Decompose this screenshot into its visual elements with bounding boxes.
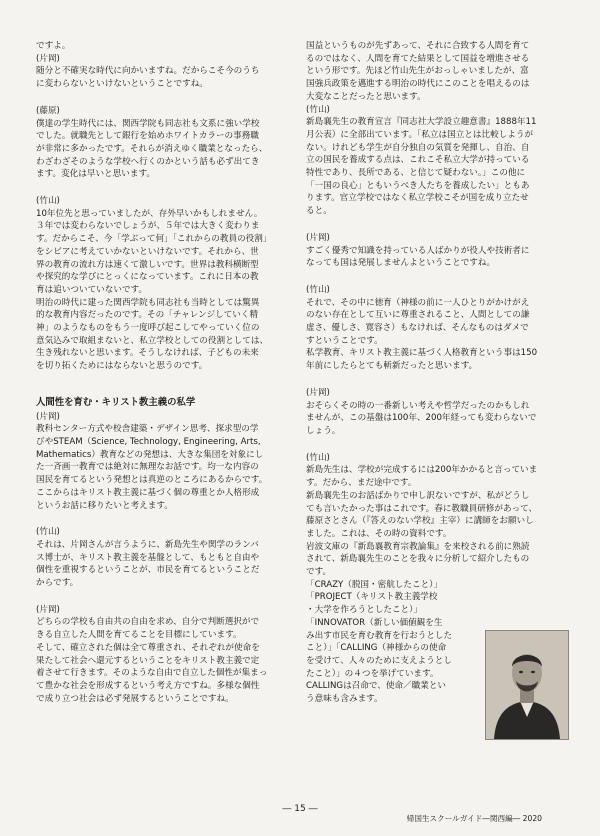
dialogue-text: それは、片岡さんが言うように、新島先生や関学のランバ ス博士が、キリスト教主義を基盤として、もともと自由や 個性を重視するということが、市民を育てるということだ からです。 <box>36 539 260 589</box>
dialogue-block <box>306 284 566 373</box>
speaker-label: (片岡) <box>36 411 60 422</box>
speaker-label: (竹山) <box>306 104 330 115</box>
page-number: ― 15 ― <box>282 804 318 814</box>
dialogue-block <box>306 387 566 438</box>
speaker-label: (竹山) <box>306 284 330 295</box>
dialogue-text: 「CRAZY（脱国・密航したこと）」 「PROJECT（キリスト教主義学校 ・大学を作ろうとしたこと）」 「INNOVATOR（新しい価値観を生 み出す市民を育む教育を行おうとした こと）」「CALLING（神様からの使命 を受けて、人々のために支えようとし たこと）」の４つを挙げています。 CALLINGは召命で、使命／職業とい う意味も含みます。 <box>306 579 453 705</box>
dialogue-block <box>36 604 292 706</box>
left-column <box>36 40 292 719</box>
dialogue-text: おそらくその時の一番新しい考えや哲学だったのかもしれ ませんが、この基盤は100年、200年経っても変わらないで しょう。 <box>306 400 537 436</box>
dialogue-text: 随分と不確実な時代に向かいますね。だからこそ今のうち に変わらないといけないということですね。 <box>36 66 260 90</box>
publication-title: 帰国生スクールガイド―関西編― 2020 <box>406 814 542 823</box>
dialogue-block <box>36 53 292 91</box>
speaker-label: (片岡) <box>306 387 330 398</box>
dialogue-text: 10年位先と思っていましたが、存外早いかもしれません。 ３年では変わらないでしょうが、５年では大きく変わりま す。だからこそ、今「学ぶって何」「これからの教員の役割」 をシビアに考えていかないといけないです。それから、世 界の教育の流れ方は速くて激しいです。世界は教科横断型 や探究的な学びにとっくになっています。これに日本の教 育は追いついていないです。 明治の時代に建った関西学院も同志社も当時としては驚異 的な教育内容だったのです。その「チャレンジしていく精 神」のようなものをもう一度呼び起こしてやっていく位の 意気込みで取組まないと、私立学校としての役割としては、 生き残れないと思います。そうしなければ、子どもの未来 を切り拓くためにはならないと思うのです。 <box>36 208 272 372</box>
dialogue-block <box>36 526 292 590</box>
dialogue-text: どちらの学校も自由共の自由を求め、自分で判断選択がで きる自立した人間を育てることを目標にしています。 そして、確立された個は全て尊重され、それぞれが使命を 果たして社会へ還元するということをキリスト教主義で定 着させて行きます。そのような自由で自立した個性が集まっ て豊かな社会を形成するという考え方ですね。多様な個性 で成り立つ社会は必ず発展するということですね。 <box>36 617 268 704</box>
dialogue-text: 新島先生は、学校が完成するには200年かかると言っていま す。だから、まだ途中です。 新島襄先生のお話ばかりで申し訳ないですが、私がどうし ても言いたかった事はこれです。春に教職員研修があって、 藤原さとさん（『答えのない学校』主宰）に講師をお願いし ました。これは、その時の資料です。 岩波文庫の『新島襄教育宗教論集』を来校される前に熟読 されて、新島襄先生のことを我々に分析して紹介したもの です。 <box>306 465 538 578</box>
portrait-photo <box>485 630 569 740</box>
portrait-illustration <box>486 631 568 739</box>
speaker-label: (竹山) <box>36 527 60 538</box>
dialogue-text: 僕達の学生時代には、関西学院も同志社も文系に強い学校 でした。就職先として銀行を始めホワイトカラーの事務職 が非常に多かったです。それらが消えゆく職業となったら、 わざわざそのような学校へ行くのかという話も必ず出てき ます。変化は早いと思います。 <box>36 118 268 180</box>
dialogue-text: すごく優秀で知識を持っている人ばかりが役人や技術者に なっても国は発展しませんよということですね。 <box>306 245 530 269</box>
dialogue-text: 教科センター方式や校舎建築・デザイン思考、探求型の学 びやSTEAM（Science, Technology, Engineering, Arts, Mathematics）教育などの発想は、大きな集団を対象にし た一斉画一教育では絶対に無理なお話です。均一な内容の 国民を育てるという発想とは真逆のところにあるからです。 ここからはキリスト教主義に基づく個の尊重とか人格形成 というお話に移りたいと考えます。 <box>36 424 268 511</box>
paragraph: ですよ。 <box>36 41 71 51</box>
dialogue-block <box>36 195 292 373</box>
speaker-label: (片岡) <box>36 53 60 64</box>
speaker-label: (片岡) <box>36 604 60 615</box>
section-heading: 人間性を育む・キリスト教主義の私学 <box>36 396 196 408</box>
right-column <box>306 40 566 706</box>
dialogue-block <box>306 104 566 218</box>
dialogue-text: 新島襄先生の教育宣言『同志社大学設立趣意書』1888年11 月公表）に全部出ています。「私立は国立とは比較しようが ない。けれども学生が自分独自の気質を発揮し、自治、自 立の国民を養成する点は、これこそ私立大学が持っている 特性であり、長所である、と信じて疑わない。」この他に 「一国の良心」ともいうべき人たちを養成したい」ともあ ります。官立学校ではなく私立学校こそが国を成り立たせ ると。 <box>306 117 537 217</box>
dialogue-block <box>36 105 292 181</box>
dialogue-text: それで、その中に徳育（神様の前に一人ひとりがかけがえ のない存在として互いに尊重されること、人間としての謙 虚さ、優しさ、寛容さ）もなければ、そんなものはダメで すということです。 私学教育、キリスト教主義に基づく人格教育という事は150 年前にしたらとても斬新だったと思います。 <box>306 297 538 372</box>
speaker-label: (片岡) <box>306 232 330 243</box>
speaker-label: (竹山) <box>306 452 330 463</box>
dialogue-block <box>36 411 292 513</box>
dialogue-block <box>306 232 566 270</box>
paragraph: 国益というものが先ずあって、それに合致する人間を育て るのではなく、人間を育てた結果として国益を増進させる という形です。先ほど竹山先生がおっしゃいましたが、富 国強兵政策を邁進する明治の時代にこのことを唱えるのは 大変なことだったと思います。 <box>306 41 530 102</box>
dialogue-block <box>306 452 566 579</box>
speaker-label: (竹山) <box>36 196 60 207</box>
speaker-label: (藤原) <box>36 105 60 116</box>
